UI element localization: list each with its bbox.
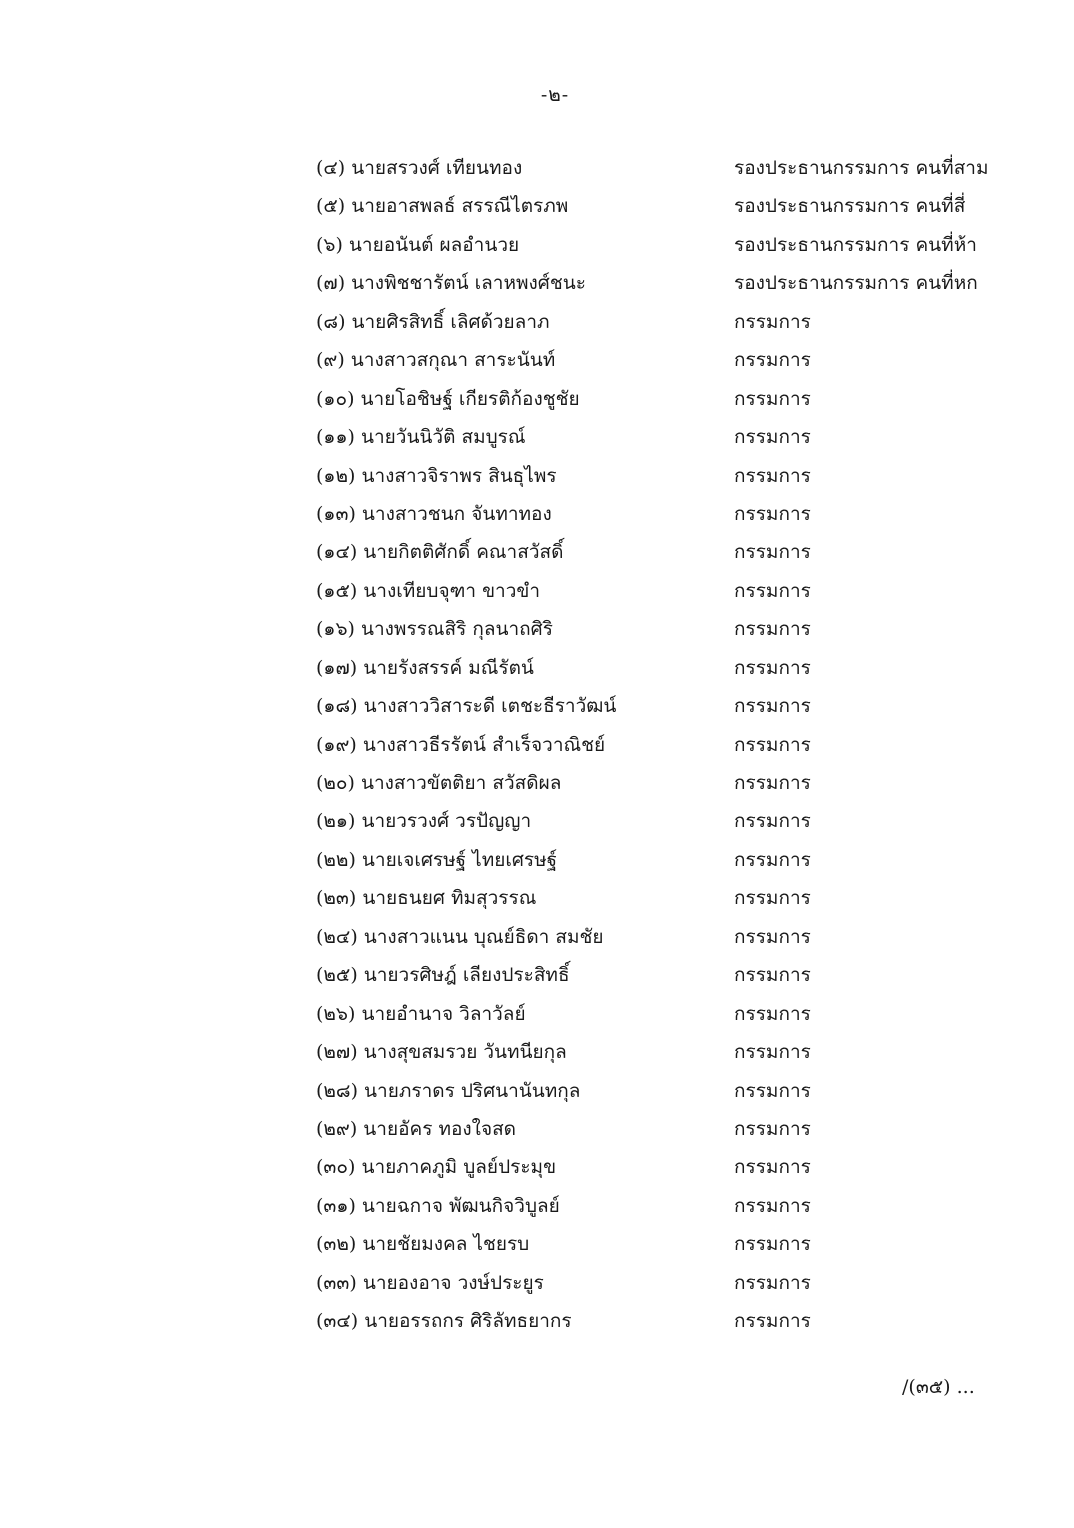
member-list	[0, 151, 1074, 1343]
member-name: (๓๔) นายอรรถกร ศิริลัทธยากร	[316, 1310, 572, 1333]
member-row	[0, 612, 1074, 650]
member-name: (๑๘) นางสาววิสาระดี เตชะธีราวัฒน์	[316, 695, 617, 718]
member-row	[0, 189, 1074, 227]
member-name: (๑๖) นางพรรณสิริ กุลนาถศิริ	[316, 618, 553, 641]
member-row	[0, 1189, 1074, 1227]
member-row	[0, 266, 1074, 304]
member-row	[0, 804, 1074, 842]
member-name: (๘) นายศิรสิทธิ์ เลิศด้วยลาภ	[316, 310, 550, 333]
member-role: กรรมการ	[734, 1002, 811, 1025]
continuation-marker: /(๓๕) ...	[902, 1376, 975, 1398]
member-role: รองประธานกรรมการ คนที่หก	[734, 272, 978, 295]
member-row	[0, 382, 1074, 420]
member-row	[0, 420, 1074, 458]
member-role: กรรมการ	[734, 1271, 811, 1294]
member-name: (๒๖) นายอำนาจ วิลาวัลย์	[316, 1002, 526, 1025]
member-name: (๒๑) นายวรวงศ์ วรปัญญา	[316, 810, 532, 833]
member-name: (๒๙) นายอัคร ทองใจสด	[316, 1117, 517, 1140]
member-role: กรรมการ	[734, 887, 811, 910]
member-role: กรรมการ	[734, 1156, 811, 1179]
member-row	[0, 689, 1074, 727]
member-role: กรรมการ	[734, 848, 811, 871]
member-row	[0, 1150, 1074, 1188]
member-row	[0, 1266, 1074, 1304]
member-role: รองประธานกรรมการ คนที่สาม	[734, 157, 989, 179]
member-name: (๔) นายสรวงศ์ เทียนทอง	[316, 157, 523, 179]
member-name: (๖) นายอนันต์ ผลอำนวย	[316, 233, 520, 256]
member-name: (๑๙) นางสาวธีรรัตน์ สำเร็จวาณิชย์	[316, 733, 606, 756]
member-row	[0, 459, 1074, 497]
member-role: กรรมการ	[734, 733, 811, 756]
member-row	[0, 1074, 1074, 1112]
member-row	[0, 151, 1074, 189]
member-name: (๓๒) นายชัยมงคล ไชยรบ	[316, 1233, 530, 1256]
member-name: (๓๑) นายฉกาจ พัฒนกิจวิบูลย์	[316, 1194, 560, 1217]
member-row	[0, 1112, 1074, 1150]
member-role: กรรมการ	[734, 695, 811, 718]
member-row	[0, 766, 1074, 804]
member-name: (๑๕) นางเทียบจุฑา ขาวขำ	[316, 579, 541, 602]
member-name: (๒๕) นายวรศิษฎ์ เลียงประสิทธิ์	[316, 964, 570, 987]
member-role: กรรมการ	[734, 1194, 811, 1217]
member-role: กรรมการ	[734, 1310, 811, 1333]
member-role: กรรมการ	[734, 541, 811, 564]
member-role: กรรมการ	[734, 1117, 811, 1140]
member-role: กรรมการ	[734, 810, 811, 833]
member-name: (๒๔) นางสาวแนน บุณย์ธิดา สมชัย	[316, 925, 604, 948]
member-name: (๕) นายอาสพลธ์ สรรณีไตรภพ	[316, 195, 569, 218]
member-name: (๓๓) นายองอาจ วงษ์ประยูร	[316, 1271, 544, 1294]
member-role: กรรมการ	[734, 1041, 811, 1064]
member-role: รองประธานกรรมการ คนที่ห้า	[734, 233, 977, 256]
member-row	[0, 1304, 1074, 1342]
page-number: -๒-	[540, 84, 570, 106]
member-role: กรรมการ	[734, 964, 811, 987]
member-row	[0, 343, 1074, 381]
member-name: (๗) นางพิชชารัตน์ เลาหพงศ์ชนะ	[316, 272, 586, 295]
member-name: (๑๔) นายกิตติศักดิ์ คณาสวัสดิ์	[316, 541, 564, 564]
member-row	[0, 843, 1074, 881]
member-role: กรรมการ	[734, 502, 811, 525]
member-role: กรรมการ	[734, 1079, 811, 1102]
member-role: กรรมการ	[734, 618, 811, 641]
member-name: (๑๒) นางสาวจิราพร สินธุไพร	[316, 464, 557, 487]
member-name: (๒๒) นายเจเศรษฐ์ ไทยเศรษฐ์	[316, 848, 558, 871]
member-role: กรรมการ	[734, 772, 811, 794]
member-row	[0, 651, 1074, 689]
member-row	[0, 535, 1074, 573]
member-name: (๒๗) นางสุขสมรวย วันทนียกุล	[316, 1041, 567, 1064]
member-row	[0, 958, 1074, 996]
member-role: กรรมการ	[734, 579, 811, 602]
member-name: (๒๐) นางสาวขัตติยา สวัสดิผล	[316, 772, 562, 794]
member-name: (๑๓) นางสาวชนก จันทาทอง	[316, 502, 552, 525]
member-role: กรรมการ	[734, 426, 811, 449]
member-role: กรรมการ	[734, 656, 811, 679]
member-name: (๒๘) นายภราดร ปริศนานันทกุล	[316, 1079, 581, 1102]
member-role: กรรมการ	[734, 310, 811, 333]
member-name: (๒๓) นายธนยศ ทิมสุวรรณ	[316, 887, 537, 910]
member-name: (๑๑) นายวันนิวัติ สมบูรณ์	[316, 426, 526, 449]
member-role: กรรมการ	[734, 1233, 811, 1256]
member-role: กรรมการ	[734, 349, 811, 372]
member-row	[0, 1035, 1074, 1073]
member-row	[0, 881, 1074, 919]
member-name: (๑๐) นายโอชิษฐ์ เกียรติก้องชูชัย	[316, 387, 580, 410]
member-role: กรรมการ	[734, 464, 811, 487]
member-row	[0, 997, 1074, 1035]
member-row	[0, 497, 1074, 535]
member-role: รองประธานกรรมการ คนที่สี่	[734, 195, 966, 218]
member-name: (๓๐) นายภาคภูมิ บูลย์ประมุข	[316, 1156, 557, 1179]
member-row	[0, 574, 1074, 612]
member-name: (๑๗) นายรังสรรค์ มณีรัตน์	[316, 656, 534, 679]
member-name: (๙) นางสาวสกุณา สาระนันท์	[316, 349, 556, 372]
member-row	[0, 305, 1074, 343]
member-role: กรรมการ	[734, 925, 811, 948]
member-row	[0, 1227, 1074, 1265]
member-row	[0, 728, 1074, 766]
member-row	[0, 920, 1074, 958]
member-role: กรรมการ	[734, 387, 811, 410]
member-row	[0, 228, 1074, 266]
